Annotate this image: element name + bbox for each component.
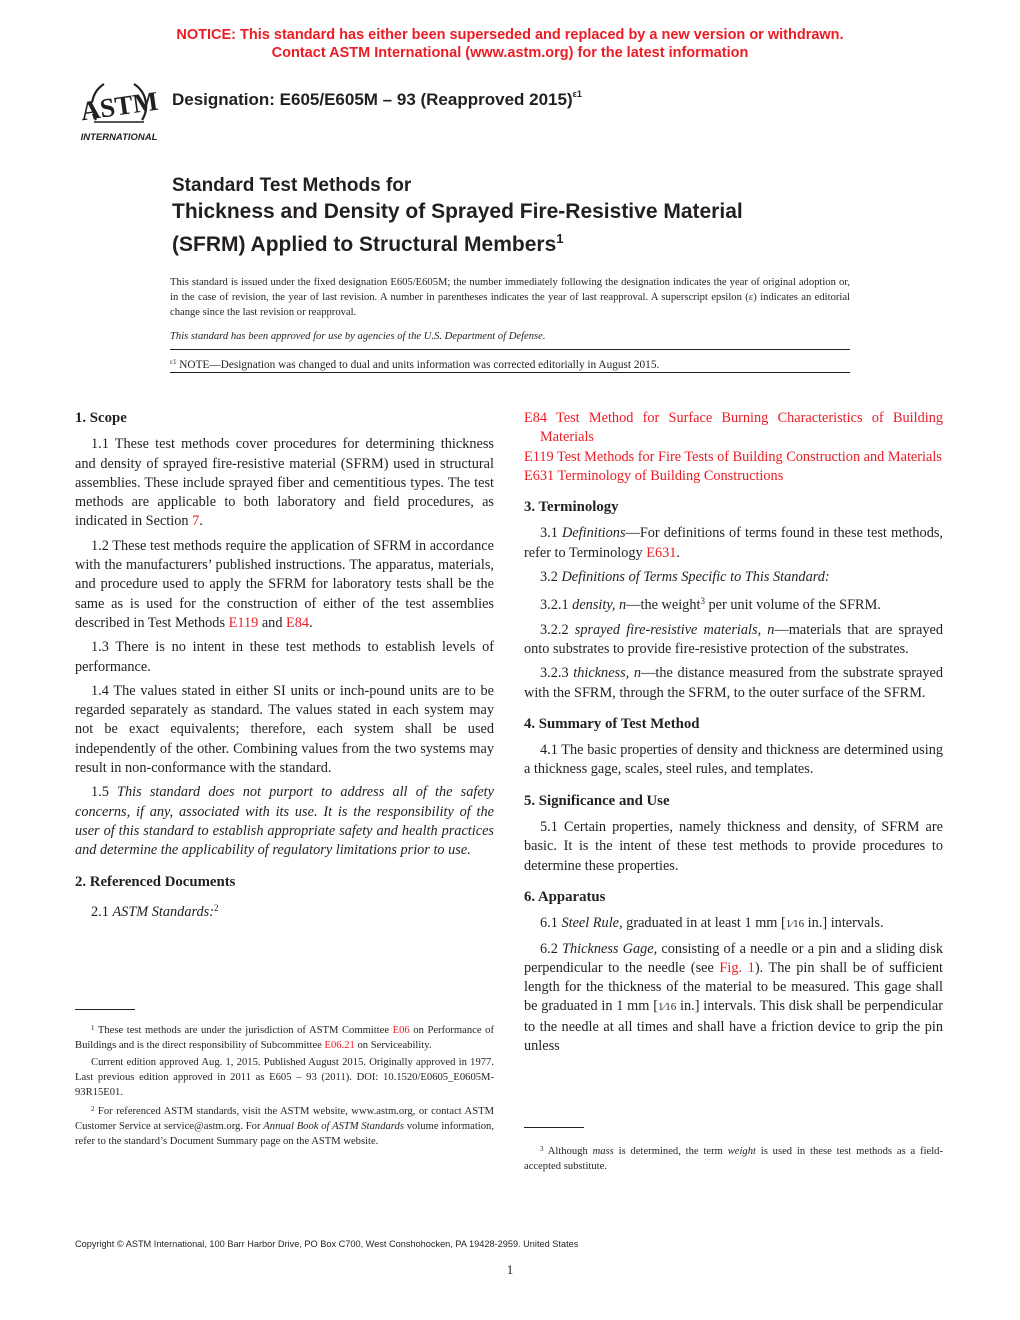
e84-link[interactable]: E84: [286, 614, 310, 631]
right-column: [524, 409, 943, 1061]
e06-link[interactable]: E06: [392, 1025, 410, 1036]
paragraph-2-1: 2.1 ASTM Standards:$^2$: [91, 902, 219, 920]
notice-line-2: Contact ASTM International (www.astm.org) for the latest information: [271, 45, 749, 61]
section-heading-scope: 1. Scope: [75, 410, 127, 426]
e119-link[interactable]: E119: [228, 614, 259, 631]
footnote-3: $^3$ Although mass is determined, the term weight is used in these test methods as a field-accepted substitute.: [524, 1145, 944, 1172]
footnote-rule: [75, 1009, 135, 1010]
designation: Designation: E605/E605M – 93 (Reapproved 2015)$^{\varepsilon 1}$: [172, 89, 582, 109]
section-heading-apparatus: 6. Apparatus: [524, 888, 606, 905]
paragraph-3-2-3: 3.2.3 thickness, n—the distance measured from the substrate sprayed with the SFRM, through the SFRM, to the outer surface of the SFRM.: [524, 665, 943, 701]
superseded-notice: [0, 26, 1020, 62]
divider: [170, 372, 850, 373]
e84-reference-link[interactable]: E84: [524, 410, 548, 426]
paragraph-1-5: 1.5 This standard does not purport to address all of the safety concerns, if any, associated with its use. It is the responsibility of the user of this standard to establish appropriate safety and health practices and determine the applicability of regulatory limitations prior to use.: [75, 784, 494, 859]
section-heading-significance: 5. Significance and Use: [524, 792, 670, 809]
e06-21-link[interactable]: E06.21: [324, 1040, 355, 1051]
copyright-notice: Copyright © ASTM International, 100 Barr Harbor Drive, PO Box C700, West Conshohocken, PA 19428-2959. United States: [75, 1239, 579, 1249]
document-title: [172, 174, 872, 258]
paragraph-1-2: 1.2 These test methods require the application of SFRM in accordance with the manufacturers’ published instructions. The apparatus, materials, and procedure used to apply the SFRM for laboratory tests shall be the same as is used for the construction of either of the test assemblies described in Test Methods E119 and E84.: [75, 537, 494, 631]
title-line-2: Thickness and Density of Sprayed Fire-Resistive Material: [172, 200, 743, 223]
title-line-3: (SFRM) Applied to Structural Members$^1$: [172, 231, 564, 256]
notice-line-1: NOTICE: This standard has either been superseded and replaced by a new version or withdrawn.: [176, 27, 844, 43]
footnotes-right: [524, 1142, 943, 1176]
paragraph-6-2: 6.2 Thickness Gage, consisting of a needle or a pin and a sliding disk perpendicular to the needle (see Fig. 1). The pin shall be of sufficient length for the thickness of the material to be measured. This gage shall be graduated in 1 mm [1⁄16 in.] intervals. This disk shall be perpendicular to the needle at all times and shall have a friction device to grip the pin unless: [524, 940, 944, 1055]
e119-reference-link[interactable]: E119: [524, 448, 554, 465]
editorial-note: $^{\varepsilon 1}$ NOTE—Designation was changed to dual and units information was corrected editorially in August 2015.: [170, 358, 660, 371]
footnote-1: $^1$ These test methods are under the jurisdiction of ASTM Committee E06 on Performance of Buildings and is the direct responsibility of Subcommittee E06.21 on Serviceability.: [75, 1024, 494, 1051]
footnote-2: $^2$ For referenced ASTM standards, visit the ASTM website, www.astm.org, or contact ASTM Customer Service at service@astm.org. For Annual Book of ASTM Standards volume information, refer to the standard’s Document Summary page on the ASTM website.: [75, 1105, 494, 1147]
e631-reference-link[interactable]: E631: [524, 467, 555, 484]
section-7-link[interactable]: 7: [192, 513, 200, 530]
reference-e631: E631 Terminology of Building Constructions: [524, 467, 784, 484]
section-heading-referenced-documents: 2. Referenced Documents: [75, 873, 236, 890]
svg-text:INTERNATIONAL: INTERNATIONAL: [80, 132, 158, 143]
paragraph-1-4: 1.4 The values stated in either SI units or inch-pound units are to be regarded separately as standard. The values stated in each system may not be exact equivalents; therefore, each system shall be used independently of the other. Combining values from the two systems may result in non-conformance with the standard.: [75, 682, 494, 777]
paragraph-3-1: 3.1 Definitions—For definitions of terms found in these test methods, refer to Terminology E631.: [524, 525, 943, 561]
paragraph-3-2: 3.2 Definitions of Terms Specific to This Standard:: [540, 569, 830, 586]
paragraph-1-1: 1.1 These test methods cover procedures for determining thickness and density of sprayed fire-resistive material (SFRM) used in structural assemblies. These include sprayed fiber and cementitious types. The test methods are applicable to both laboratory and field procedures, as indicated in Section 7.: [75, 436, 494, 530]
e631-link[interactable]: E631: [646, 544, 677, 561]
astm-logo-icon: [76, 74, 162, 144]
page-number: 1: [506, 1262, 514, 1277]
fig-1-link[interactable]: Fig. 1: [719, 959, 755, 976]
svg-text:ASTM: ASTM: [78, 85, 160, 127]
paragraph-6-1: 6.1 Steel Rule, graduated in at least 1 mm [1⁄16 in.] intervals.: [540, 915, 884, 932]
paragraph-1-3: 1.3 There is no intent in these test methods to establish levels of performance.: [75, 639, 494, 675]
left-column: [75, 409, 494, 927]
footnote-rule: [524, 1127, 584, 1128]
divider: [170, 349, 850, 350]
paragraph-5-1: 5.1 Certain properties, namely thickness and density, of SFRM are basic. It is the intent of these test methods to provide procedures to determine these properties.: [524, 819, 943, 874]
footnotes-left: [75, 1021, 494, 1151]
footnote-1-edition: Current edition approved Aug. 1, 2015. Published August 2015. Originally approved in 1977. Last previous edition approved in 2011 as E605 – 93 (2011). DOI: 10.1520/E0605_E0605M-93R15E01.: [75, 1057, 494, 1098]
paragraph-3-2-1: 3.2.1 density, n—the weight$^3$ per unit volume of the SFRM.: [540, 596, 881, 614]
section-heading-terminology: 3. Terminology: [524, 499, 619, 516]
section-heading-summary: 4. Summary of Test Method: [524, 715, 700, 732]
designation-epsilon: ε1: [572, 89, 582, 99]
reference-e84: E84 Test Method for Surface Burning Characteristics of Building Materials: [524, 410, 943, 446]
reference-e119: E119 Test Methods for Fire Tests of Building Construction and Materials: [524, 448, 942, 465]
designation-preamble: This standard is issued under the fixed designation E605/E605M; the number immediately following the designation indicates the year of original adoption or, in the case of revision, the year of last revision. A number in parentheses indicates the year of last reapproval. A superscript epsilon (ε) indicates an editorial change since the last revision or reapproval.: [170, 277, 850, 319]
paragraph-4-1: 4.1 The basic properties of density and thickness are determined using a thickness gage, scales, steel rules, and templates.: [524, 742, 943, 778]
title-line-1: Standard Test Methods for: [172, 175, 412, 196]
paragraph-3-2-2: 3.2.2 sprayed fire-resistive materials, n—materials that are sprayed onto substrates to provide fire-resistive protection of the substrates.: [524, 621, 943, 657]
dod-approval-note: This standard has been approved for use by agencies of the U.S. Department of Defense.: [170, 331, 546, 342]
